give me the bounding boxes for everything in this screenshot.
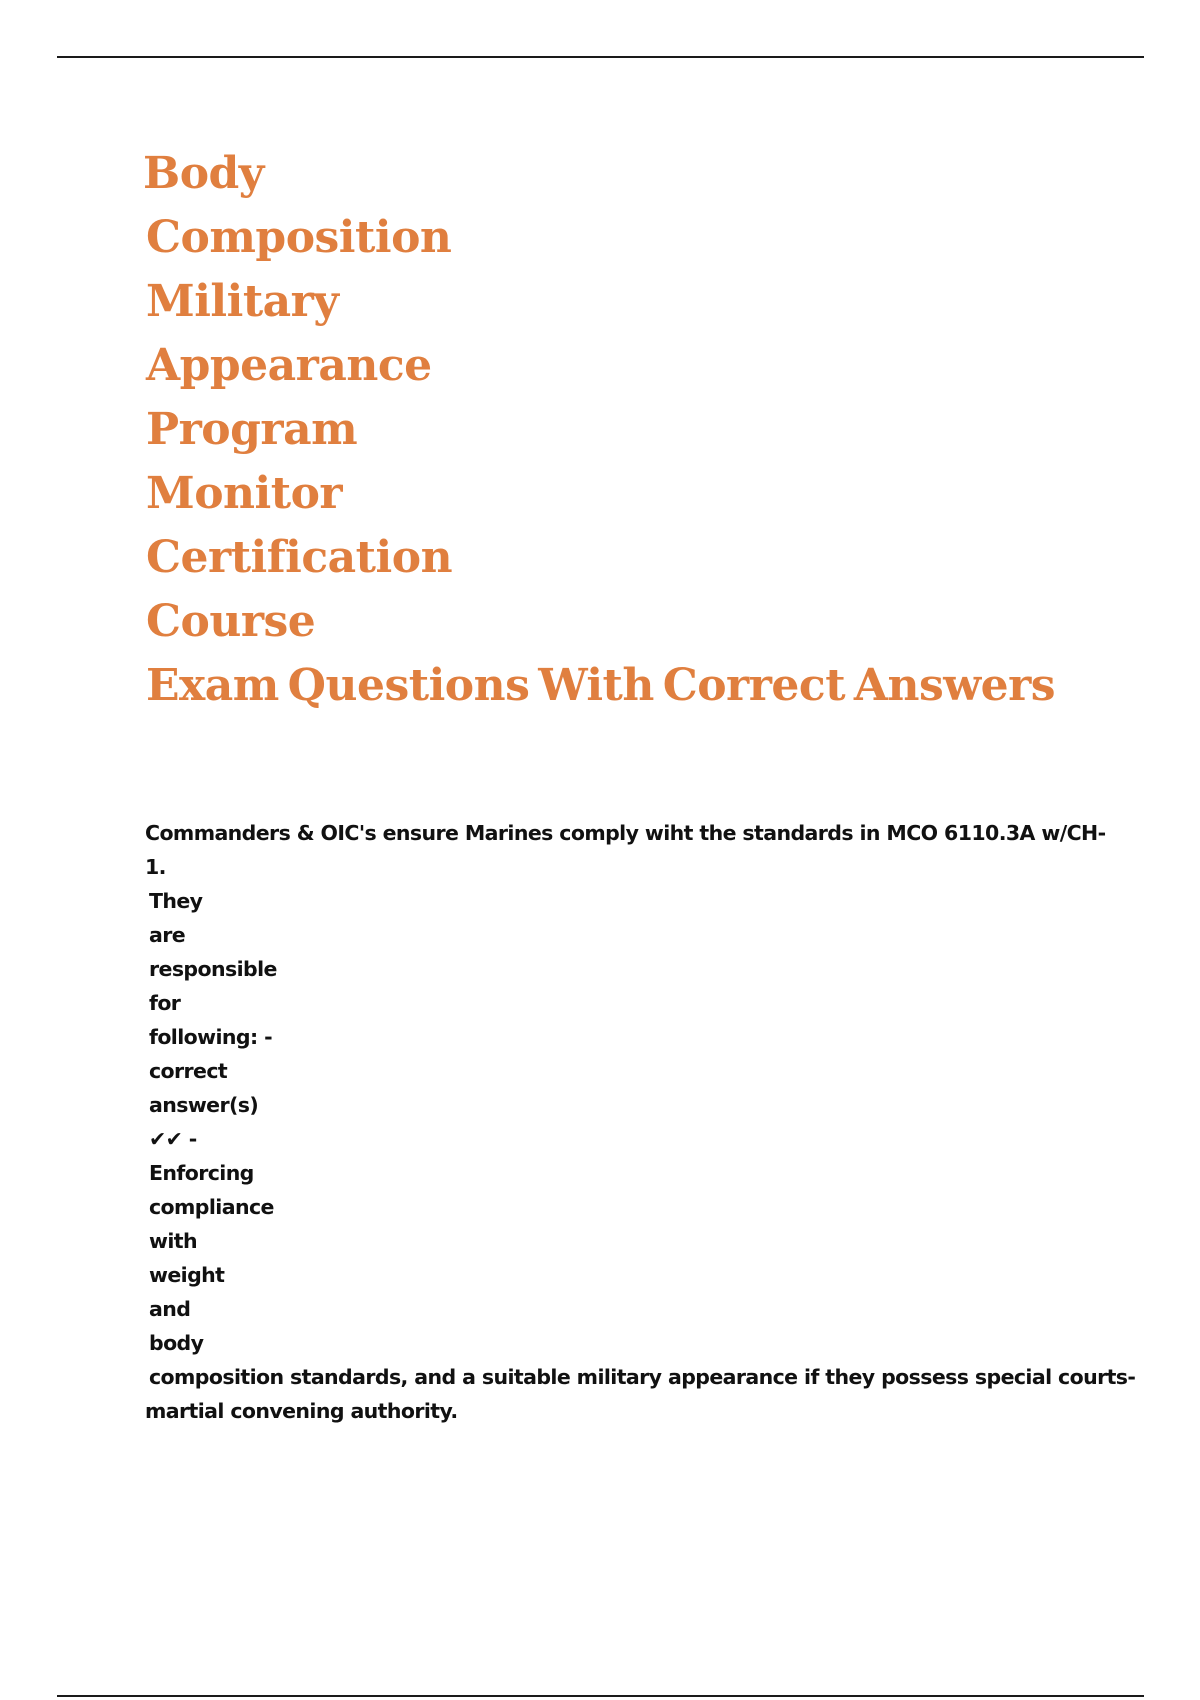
title-line: Body [143, 148, 264, 199]
question-line: for [149, 991, 181, 1015]
answer-line: composition standards, and a suitable military appearance if they possess special courts- [149, 1365, 1136, 1389]
answer-label-line: correct [149, 1059, 228, 1083]
title-line: Monitor [146, 468, 343, 519]
question-line: They [149, 889, 203, 913]
title-line: Composition [146, 212, 452, 263]
question-line: are [149, 923, 186, 947]
question-line: 1. [145, 855, 166, 879]
title-line: Exam Questions With Correct Answers [146, 660, 1056, 711]
title-line: Program [146, 404, 358, 455]
answer-line: weight [149, 1263, 225, 1287]
question-line: responsible [149, 957, 277, 981]
answer-line: and [149, 1297, 191, 1321]
answer-line: Enforcing [149, 1161, 254, 1185]
bottom-rule [57, 1695, 1144, 1697]
answer-label-line: answer(s) [149, 1093, 259, 1117]
title-line: Appearance [146, 340, 432, 391]
checkmark-line: ✔✔ - [149, 1127, 197, 1151]
title-line: Course [146, 596, 316, 647]
answer-line: compliance [149, 1195, 274, 1219]
title-line: Military [146, 276, 339, 327]
question-line: Commanders & OIC's ensure Marines comply wiht the standards in MCO 6110.3A w/CH- [145, 821, 1106, 845]
top-rule [57, 56, 1144, 58]
answer-line: martial convening authority. [145, 1399, 458, 1423]
document-title [143, 142, 1146, 718]
title-line: Certification [146, 532, 453, 583]
answer-line: with [149, 1229, 197, 1253]
question-line: following: - [149, 1025, 273, 1049]
question-answer [145, 816, 1136, 1428]
answer-line: body [149, 1331, 204, 1355]
